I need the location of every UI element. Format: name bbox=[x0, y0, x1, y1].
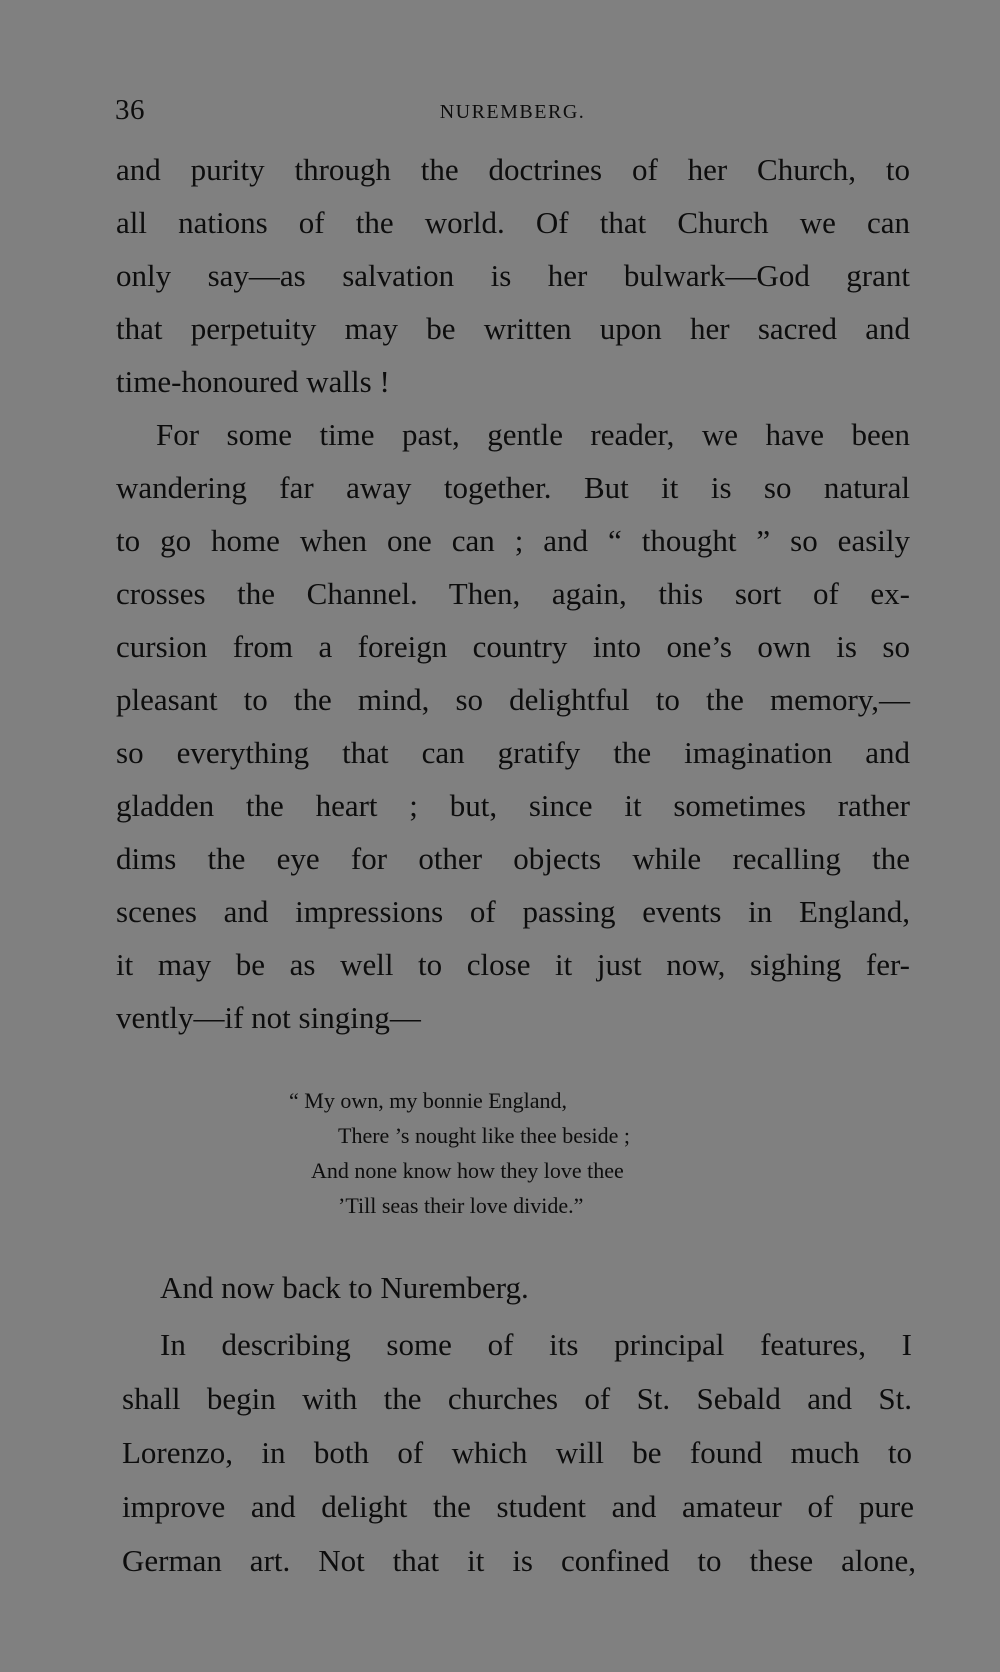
text-line: In describing some of its principal features, I bbox=[160, 1327, 912, 1362]
page-number: 36 bbox=[115, 94, 145, 126]
text-line: pleasant to the mind, so delightful to the memory,— bbox=[116, 682, 910, 717]
text-line: wandering far away together. But it is so natural bbox=[116, 470, 910, 505]
text-line: Lorenzo, in both of which will be found much to bbox=[122, 1435, 912, 1470]
text-line: it may be as well to close it just now, sighing fer- bbox=[116, 947, 910, 982]
text-line: scenes and impressions of passing events in England, bbox=[116, 894, 910, 929]
text-line: improve and delight the student and amateur of pure bbox=[122, 1489, 914, 1524]
text-line: that perpetuity may be written upon her sacred and bbox=[116, 311, 910, 346]
verse-line: There ’s nought like thee beside ; bbox=[338, 1123, 631, 1148]
verse-line: ’Till seas their love divide.” bbox=[338, 1193, 584, 1218]
page-header bbox=[115, 94, 910, 134]
verse-line: “ My own, my bonnie England, bbox=[289, 1088, 568, 1113]
text-line: vently—if not singing— bbox=[116, 1000, 421, 1035]
text-line: crosses the Channel. Then, again, this sort of ex- bbox=[116, 576, 910, 611]
text-line: dims the eye for other objects while recalling the bbox=[116, 841, 910, 876]
text-line: shall begin with the churches of St. Sebald and St. bbox=[122, 1381, 912, 1416]
text-line: so everything that can gratify the imagination and bbox=[116, 735, 910, 770]
text-line: And now back to Nuremberg. bbox=[160, 1270, 529, 1305]
text-line: gladden the heart ; but, since it sometimes rather bbox=[116, 788, 910, 823]
running-head: NUREMBERG. bbox=[439, 101, 586, 123]
text-line: only say—as salvation is her bulwark—God grant bbox=[116, 258, 910, 293]
text-line: German art. Not that it is confined to these alone, bbox=[122, 1543, 916, 1578]
text-line: cursion from a foreign country into one’s own is so bbox=[116, 629, 910, 664]
text-line: all nations of the world. Of that Church we can bbox=[116, 205, 910, 240]
text-line: time-honoured walls ! bbox=[116, 364, 390, 399]
text-line: to go home when one can ; and “ thought ” so easily bbox=[116, 523, 910, 558]
text-line: and purity through the doctrines of her Church, to bbox=[116, 152, 910, 187]
verse-line: And none know how they love thee bbox=[311, 1158, 624, 1183]
text-line: For some time past, gentle reader, we have been bbox=[156, 417, 910, 452]
